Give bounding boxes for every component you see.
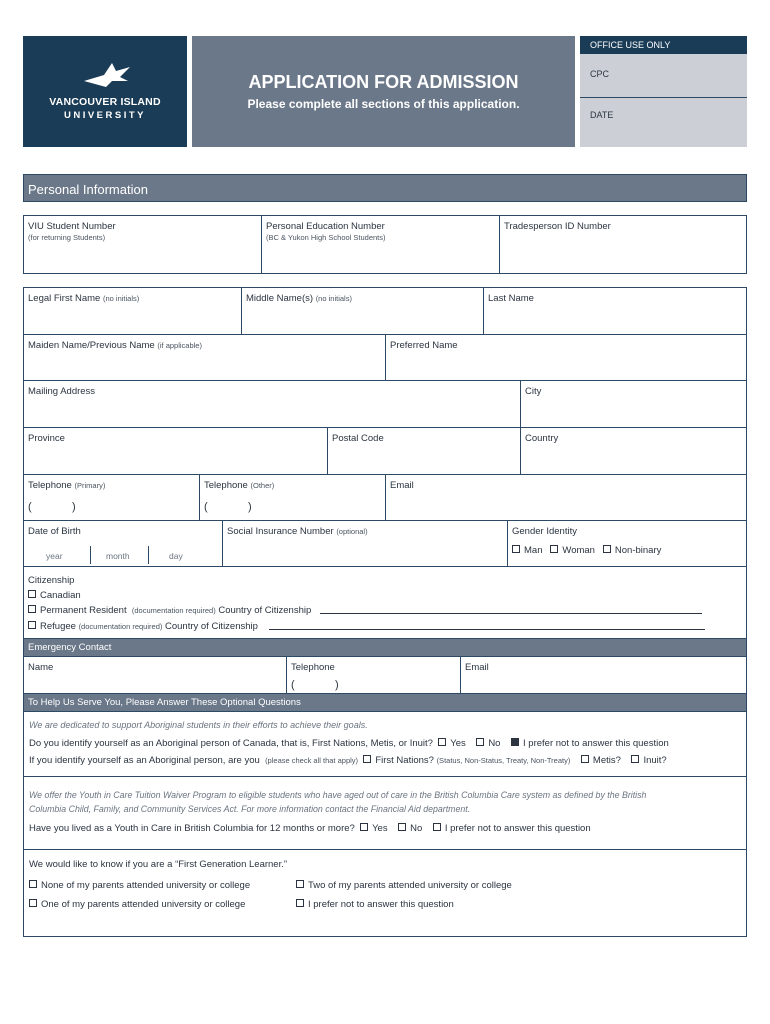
logo-line1: VANCOUVER ISLAND [49, 96, 161, 108]
legal-first-name-field[interactable]: Legal First Name (no initials) [24, 288, 242, 334]
aboriginal-question: Do you identify yourself as an Aboriginal person of Canada, that is, First Nations, Metis, or Inuit? Yes No I prefer not to answer this question [29, 738, 669, 749]
aboriginal-yes-checkbox[interactable] [438, 738, 446, 746]
page-title: APPLICATION FOR ADMISSION [248, 72, 519, 92]
first-nations-checkbox[interactable] [363, 755, 371, 763]
gender-nonbinary-checkbox[interactable] [603, 545, 611, 553]
youth-care-yes-checkbox[interactable] [360, 823, 368, 831]
telephone-primary-field[interactable]: Telephone (Primary) ( ) [24, 475, 200, 520]
maiden-name-field[interactable]: Maiden Name/Previous Name (if applicable) [24, 335, 386, 380]
office-cpc-label: CPC [590, 69, 610, 79]
gender-man-checkbox[interactable] [512, 545, 520, 553]
page-subtitle: Please complete all sections of this application. [247, 97, 520, 111]
last-name-field[interactable]: Last Name [488, 293, 534, 304]
aboriginal-prefer-not-checkbox[interactable] [511, 738, 519, 746]
youth-care-no-checkbox[interactable] [398, 823, 406, 831]
metis-checkbox[interactable] [581, 755, 589, 763]
fgl-two-checkbox[interactable] [296, 880, 304, 888]
viu-student-number-field[interactable]: VIU Student Number (for returning Students) [24, 216, 262, 273]
email-field[interactable]: Email [390, 480, 414, 491]
aboriginal-no-checkbox[interactable] [476, 738, 484, 746]
mailing-address-field[interactable]: Mailing Address [24, 381, 521, 427]
office-date-label: DATE [590, 110, 614, 120]
aboriginal-intro: We are dedicated to support Aboriginal students in their efforts to achieve their goals. [29, 720, 368, 730]
id-numbers-box [23, 215, 747, 274]
personal-details-table [23, 287, 747, 639]
section-header-optional: To Help Us Serve You, Please Answer These Optional Questions [23, 694, 747, 712]
middle-name-field[interactable]: Middle Name(s) (no initials) [242, 288, 484, 334]
pr-country-input[interactable] [320, 613, 702, 614]
fgl-one-checkbox[interactable] [29, 899, 37, 907]
gender-woman-checkbox[interactable] [550, 545, 558, 553]
country-field[interactable]: Country [525, 433, 559, 444]
citizenship-canadian-checkbox[interactable] [28, 590, 36, 598]
emergency-email-field[interactable]: Email [465, 662, 489, 673]
city-field[interactable]: City [525, 386, 542, 397]
logo-line2: UNIVERSITY [63, 110, 146, 121]
section-header-personal: Personal Information [23, 174, 747, 202]
youth-in-care-intro-1: We offer the Youth in Care Tuition Waiver Program to eligible students who have aged out of care in the British Columbia Care system as defined by the British [29, 790, 647, 800]
optional-questions-box: We are dedicated to support Aboriginal students in their efforts to achieve their goals. Do you identify yourself as an Aboriginal person of Canada, that is, First Nations, Metis, or Inuit? Yes No I prefer not to answer this question If you identify yourself as an Aboriginal person, are you (please check all that apply) First Nations? (Status, Non-Status, Treaty, Non-Treaty) Metis? Inuit? We offer the Youth in Care Tuition Waiver Program to eligible students who have aged out of care in the British Columbia Care system as defined by the British Columbia Child, Family, and Community Services Act. For more information contact the Financial Aid department. Have you lived as a Youth in Care in British Columbia for 12 months or more? Yes No I prefer not to answer this question We would like to know if you are a “First Generation Learner.” None of my parents attended university or college Two of my parents attended university or college One of my parents attended university or college I prefer not to answer this question [23, 712, 747, 937]
telephone-other-field[interactable]: Telephone (Other) ( ) [200, 475, 386, 520]
preferred-name-field[interactable]: Preferred Name [390, 340, 458, 351]
aboriginal-identity-question: If you identify yourself as an Aboriginal person, are you (please check all that apply) First Nations? (Status, Non-Status, Treaty, Non-Treaty) Metis? Inuit? [29, 755, 667, 766]
title-block [192, 36, 575, 147]
fgl-none-checkbox[interactable] [29, 880, 37, 888]
logo-block [23, 36, 187, 147]
inuit-checkbox[interactable] [631, 755, 639, 763]
citizenship-section: Citizenship Canadian Permanent Resident (documentation required) Country of Citizenship Refugee (documentation required) Country of Citizenship [24, 567, 746, 638]
youth-care-prefer-not-checkbox[interactable] [433, 823, 441, 831]
office-use-heading: OFFICE USE ONLY [580, 36, 747, 54]
bird-logo-icon [82, 59, 132, 89]
refugee-country-input[interactable] [269, 629, 705, 630]
province-field[interactable]: Province [24, 428, 328, 474]
emergency-telephone-field[interactable]: Telephone ( ) [287, 657, 461, 693]
emergency-name-field[interactable]: Name [24, 657, 287, 693]
tradesperson-id-field[interactable]: Tradesperson ID Number [504, 221, 611, 232]
emergency-contact-table [23, 657, 747, 694]
postal-code-field[interactable]: Postal Code [328, 428, 521, 474]
youth-in-care-question: Have you lived as a Youth in Care in British Columbia for 12 months or more? Yes No I prefer not to answer this question [29, 823, 591, 834]
citizenship-pr-checkbox[interactable] [28, 605, 36, 613]
citizenship-refugee-checkbox[interactable] [28, 621, 36, 629]
fgl-prefer-not-checkbox[interactable] [296, 899, 304, 907]
social-insurance-number-field[interactable]: Social Insurance Number (optional) [223, 521, 508, 566]
gender-identity-field: Gender Identity Man Woman Non-binary [512, 526, 662, 556]
date-of-birth-field[interactable]: Date of Birth year month day [24, 521, 223, 566]
youth-in-care-intro-2: Columbia Child, Family, and Community Services Act. For more information contact the Financial Aid department. [29, 804, 471, 814]
personal-education-number-field[interactable]: Personal Education Number (BC & Yukon High School Students) [262, 216, 500, 273]
section-header-emergency: Emergency Contact [23, 639, 747, 657]
office-use-box [580, 36, 747, 147]
first-generation-intro: We would like to know if you are a “First Generation Learner.” [29, 859, 288, 870]
